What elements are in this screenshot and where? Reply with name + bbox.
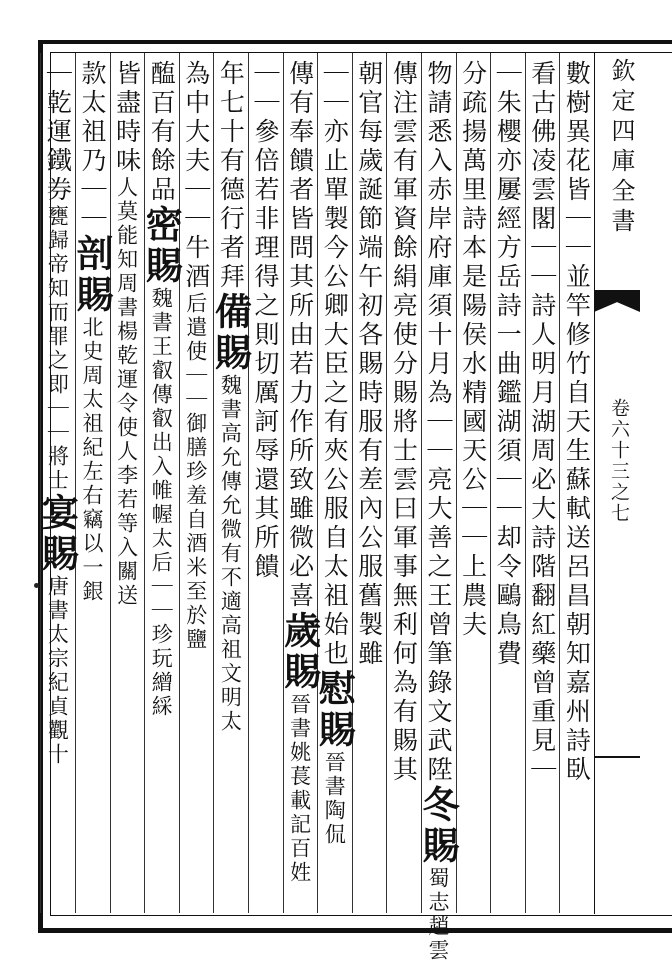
entry-heading: 慰賜 xyxy=(312,669,357,751)
text-column xyxy=(35,60,80,767)
annotation-text: 魏書高允傳允微有不適高祖文明太 xyxy=(218,374,243,734)
text-column xyxy=(107,60,147,608)
body-text: ｜｜亦止單製今公卿大臣之有夾公服自太祖始也 xyxy=(320,60,350,669)
annotation-text: 晉書姚萇載記百姓 xyxy=(287,693,312,885)
entry-heading: 備賜 xyxy=(208,292,253,374)
entry-heading: 剖賜 xyxy=(70,234,114,316)
text-column xyxy=(522,60,562,785)
body-text: 數樹異花皆｜｜並竿修竹自天生蘇軾送呂昌朝知嘉州詩臥 xyxy=(562,60,592,785)
entry-heading: 密賜 xyxy=(139,205,184,287)
text-column xyxy=(176,60,216,652)
annotation-text: 魏書王叡傳叡出入帷幄太后｜｜珍玩繒綵 xyxy=(149,287,174,719)
annotation-text: 人莫能知周書楊乾運令使人李若等入關送 xyxy=(114,176,139,608)
text-column xyxy=(418,60,458,963)
entry-heading: 宴賜 xyxy=(35,493,80,575)
body-text: 分疏揚萬里詩本是陽侯水精國天公｜｜上農夫 xyxy=(458,60,488,640)
body-text: 為中大夫｜｜牛酒 xyxy=(181,60,211,292)
body-text: 傳注雲有軍資餘絹亮使分賜將士雲曰軍事無利何為有賜其 xyxy=(389,60,419,785)
body-text: ｜朱櫻亦屢經方岳詩一曲鑑湖須｜｜却令鷗鳥費 xyxy=(493,60,523,669)
text-column xyxy=(349,60,389,669)
annotation-text: 北史周太祖紀左右竊以一銀 xyxy=(80,316,104,604)
body-text: 物請悉入赤岸府庫須十月為｜｜亮大善之王曾筆錄文武陞 xyxy=(424,60,453,785)
text-column xyxy=(487,60,527,669)
body-text: ｜｜參倍若非理得之則切厲訶辱還其所饋 xyxy=(251,60,280,582)
annotation-text: 甕歸帝知而罪之即｜｜將士 xyxy=(45,205,70,493)
body-text: 醢百有餘品 xyxy=(147,60,177,205)
body-text: 傳有奉饋者皆問其所由若力作所致雖微必喜 xyxy=(285,60,315,611)
text-column xyxy=(208,60,253,734)
book-title: 欽定四庫全書 xyxy=(607,58,635,238)
body-text: 皆盡時味 xyxy=(112,60,142,176)
annotation-text: 晉書陶侃 xyxy=(322,751,347,847)
body-text: 年七十有德行者拜 xyxy=(216,60,246,292)
text-column xyxy=(556,60,596,785)
text-column xyxy=(453,60,493,640)
text-column xyxy=(139,60,184,719)
fishtail-line xyxy=(594,756,640,776)
text-column xyxy=(383,60,423,785)
annotation-text: 蜀志趙雲 xyxy=(426,867,450,963)
body-text: 看古佛凌雲閣｜｜詩人明月湖周必大詩階翻紅藥曾重見｜ xyxy=(527,60,557,785)
entry-heading: 歲賜 xyxy=(277,611,322,693)
body-text: ｜乾運鐵券 xyxy=(43,60,73,205)
text-column xyxy=(277,60,322,885)
volume-label: 卷六十三之七 xyxy=(608,398,630,524)
annotation-text: 后遣使｜｜御膳珍羞自酒米至於鹽 xyxy=(183,292,208,652)
text-column xyxy=(312,60,357,847)
body-text: 款太祖乃｜｜ xyxy=(78,60,107,234)
annotation-text: 唐書太宗紀貞觀十 xyxy=(45,575,70,767)
body-text: 朝官每歲誕節端午初各賜時服有差內公服舊製雖 xyxy=(354,60,384,669)
entry-heading: 冬賜 xyxy=(416,785,460,867)
